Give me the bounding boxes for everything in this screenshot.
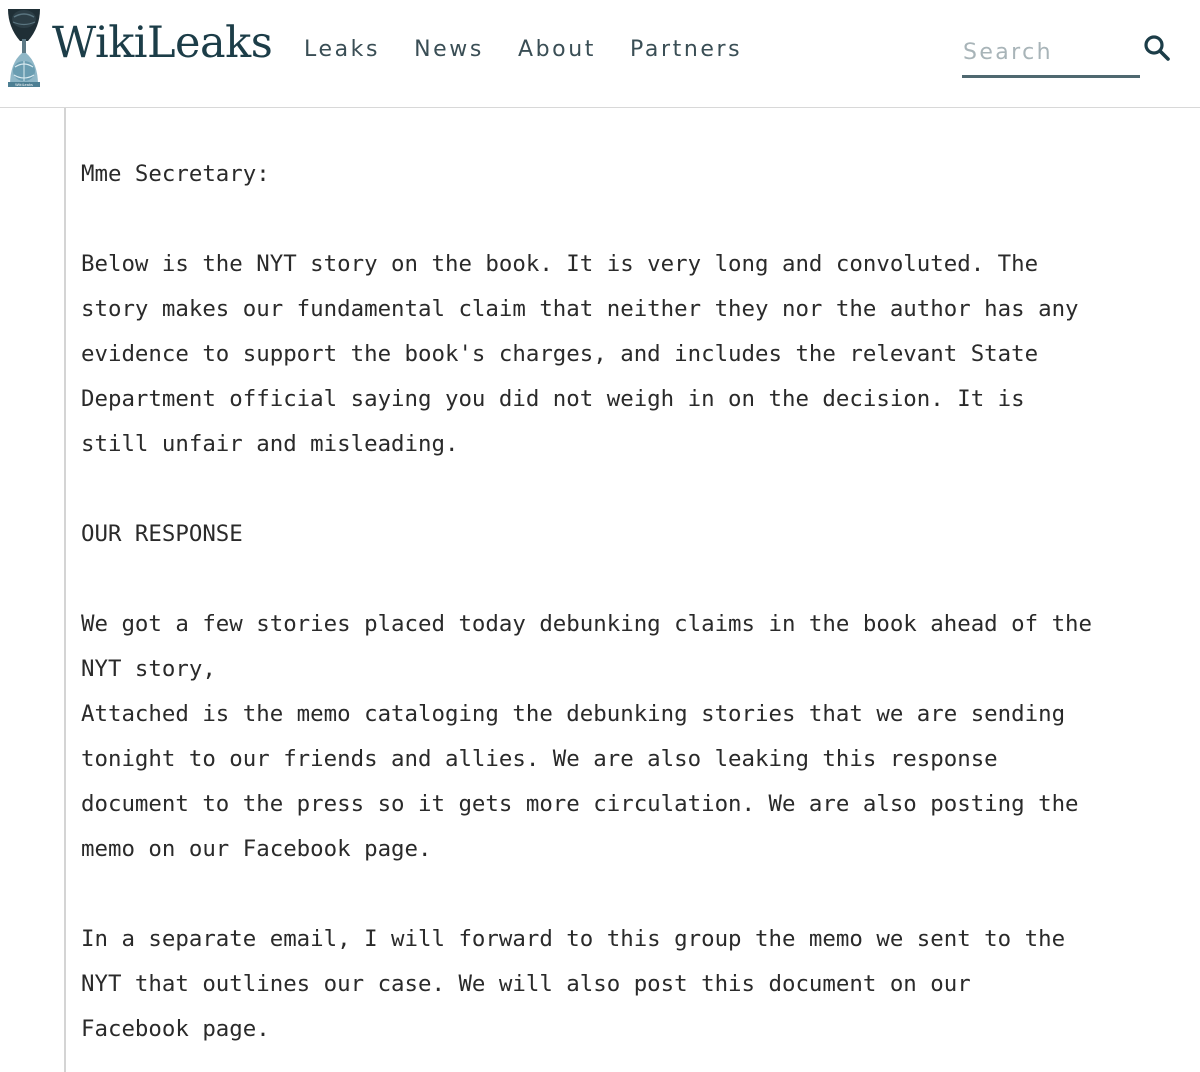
email-line: Department official saying you did not weigh in on the decision. It is xyxy=(81,386,1025,412)
search-input[interactable] xyxy=(962,32,1133,72)
email-line: NYT that outlines our case. We will also post this document on our xyxy=(81,971,971,997)
email-line xyxy=(81,197,1200,242)
email-line: NYT story, xyxy=(81,656,216,682)
email-line: evidence to support the book's charges, and includes the relevant State xyxy=(81,341,1039,367)
nav-item-about[interactable]: About xyxy=(517,37,596,62)
wikileaks-hourglass-icon xyxy=(4,5,44,89)
email-content xyxy=(64,108,1200,1072)
email-body xyxy=(66,108,1200,1052)
search-icon xyxy=(1140,32,1174,66)
email-line: story makes our fundamental claim that neither they nor the author has any xyxy=(81,296,1079,322)
email-line: We got a few stories placed today debunking claims in the book ahead of the xyxy=(81,611,1093,637)
email-line: OUR RESPONSE xyxy=(81,521,243,547)
email-line: In a separate email, I will forward to this group the memo we sent to the xyxy=(81,926,1066,952)
email-line: tonight to our friends and allies. We are also leaking this response xyxy=(81,746,998,772)
email-line: document to the press so it gets more circulation. We are also posting the xyxy=(81,791,1079,817)
email-line: Attached is the memo cataloging the debunking stories that we are sending xyxy=(81,701,1066,727)
main-nav xyxy=(304,35,742,65)
nav-item-partners[interactable]: Partners xyxy=(630,37,743,62)
site-logo-text: WikiLeaks xyxy=(52,17,273,68)
email-line: memo on our Facebook page. xyxy=(81,836,432,862)
email-line: Mme Secretary: xyxy=(81,161,270,187)
search-button[interactable] xyxy=(1140,32,1174,66)
email-line: Facebook page. xyxy=(81,1016,270,1042)
site-logo-link[interactable] xyxy=(4,2,272,92)
search-box xyxy=(962,32,1140,78)
email-line: Below is the NYT story on the book. It is very long and convoluted. The xyxy=(81,251,1039,277)
site-header xyxy=(0,0,1200,108)
email-line xyxy=(81,557,1200,602)
svg-text:WikiLeaks: WikiLeaks xyxy=(15,83,33,87)
email-line xyxy=(81,467,1200,512)
nav-item-news[interactable]: News xyxy=(414,37,484,62)
email-line: still unfair and misleading. xyxy=(81,431,459,457)
email-line xyxy=(81,872,1200,917)
nav-item-leaks[interactable]: Leaks xyxy=(304,37,381,62)
